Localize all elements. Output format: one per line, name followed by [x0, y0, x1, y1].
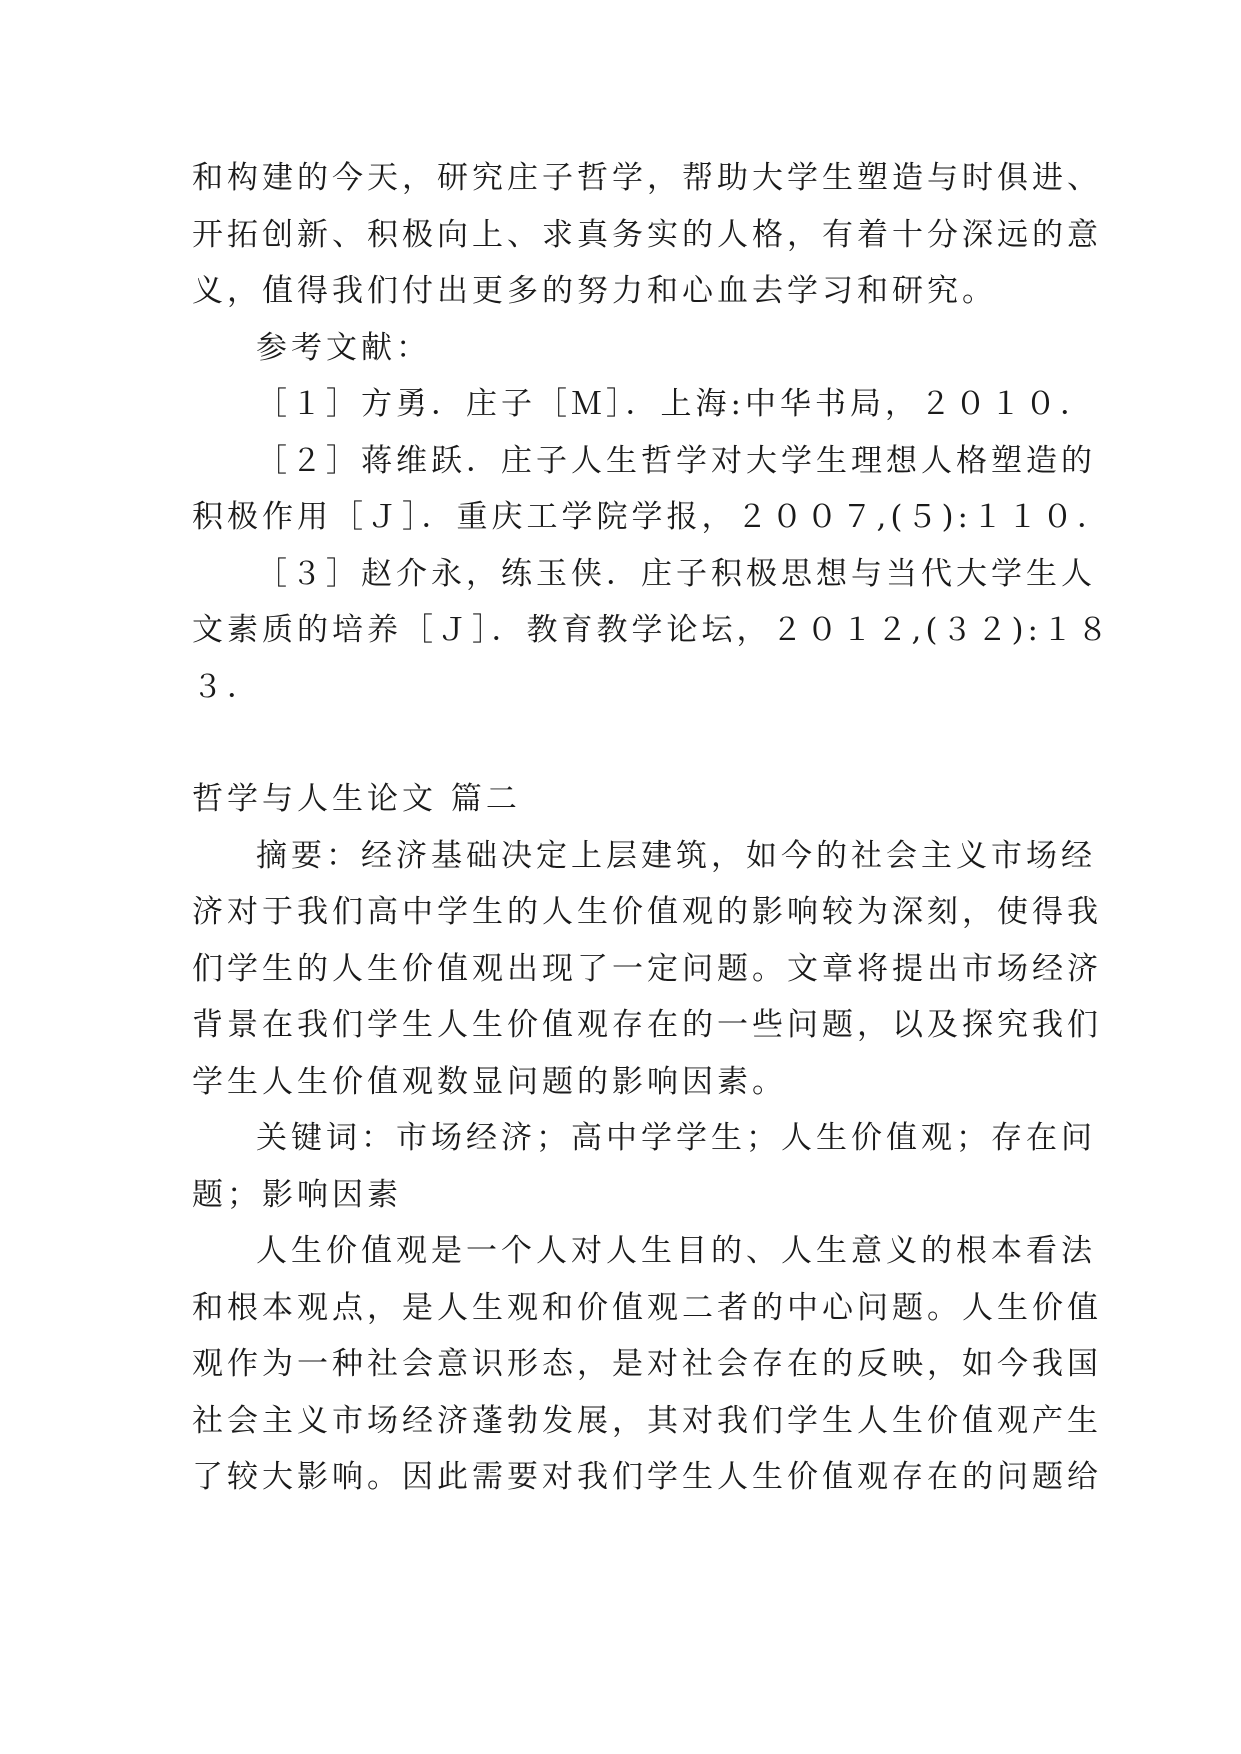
body-line: 了较大影响。因此需要对我们学生人生价值观存在的问题给 — [192, 1459, 1102, 1495]
reference-2-cont: 积极作用［Ｊ］．重庆工学院学报，２００７,(５):１１０． — [192, 499, 1112, 535]
section-gap — [192, 715, 1072, 771]
references-heading: 参考文献： — [256, 329, 431, 366]
abstract-line: 学生人生价值观数显问题的影响因素。 — [192, 1063, 787, 1100]
body-line: 观作为一种社会意识形态，是对社会存在的反映，如今我国 — [192, 1346, 1102, 1382]
text-line: 义，值得我们付出更多的努力和心血去学习和研究。 — [192, 273, 997, 309]
abstract-line: 摘要：经济基础决定上层建筑，如今的社会主义市场经 — [256, 837, 1096, 874]
reference-3-cont: 文素质的培养［Ｊ］．教育教学论坛，２０１２,(３２):１８ — [192, 612, 1112, 648]
text-line: 和构建的今天，研究庄子哲学，帮助大学生塑造与时俱进、 — [192, 160, 1102, 196]
reference-3-end: ３． — [192, 668, 262, 705]
reference-3: ［３］赵介永，练玉侠．庄子积极思想与当代大学生人 — [256, 555, 1096, 592]
document-page — [192, 150, 1112, 1506]
body-line: 人生价值观是一个人对人生目的、人生意义的根本看法 — [256, 1233, 1096, 1269]
keywords-line: 关键词：市场经济；高中学学生；人生价值观；存在问 — [256, 1120, 1096, 1156]
abstract-line: 济对于我们高中学生的人生价值观的影响较为深刻，使得我 — [192, 894, 1102, 930]
reference-2: ［２］蒋维跃．庄子人生哲学对大学生理想人格塑造的 — [256, 442, 1096, 479]
body-line: 社会主义市场经济蓬勃发展，其对我们学生人生价值观产生 — [192, 1402, 1102, 1439]
body-line: 和根本观点，是人生观和价值观二者的中心问题。人生价值 — [192, 1289, 1102, 1326]
abstract-line: 背景在我们学生人生价值观存在的一些问题，以及探究我们 — [192, 1007, 1102, 1043]
abstract-line: 们学生的人生价值观出现了一定问题。文章将提出市场经济 — [192, 950, 1102, 987]
reference-1: ［１］方勇．庄子［Ｍ］．上海:中华书局，２０１０． — [256, 386, 1095, 422]
section-title: 哲学与人生论文 篇二 — [192, 781, 521, 817]
text-line: 开拓创新、积极向上、求真务实的人格，有着十分深远的意 — [192, 216, 1102, 253]
keywords-line: 题；影响因素 — [192, 1176, 402, 1213]
